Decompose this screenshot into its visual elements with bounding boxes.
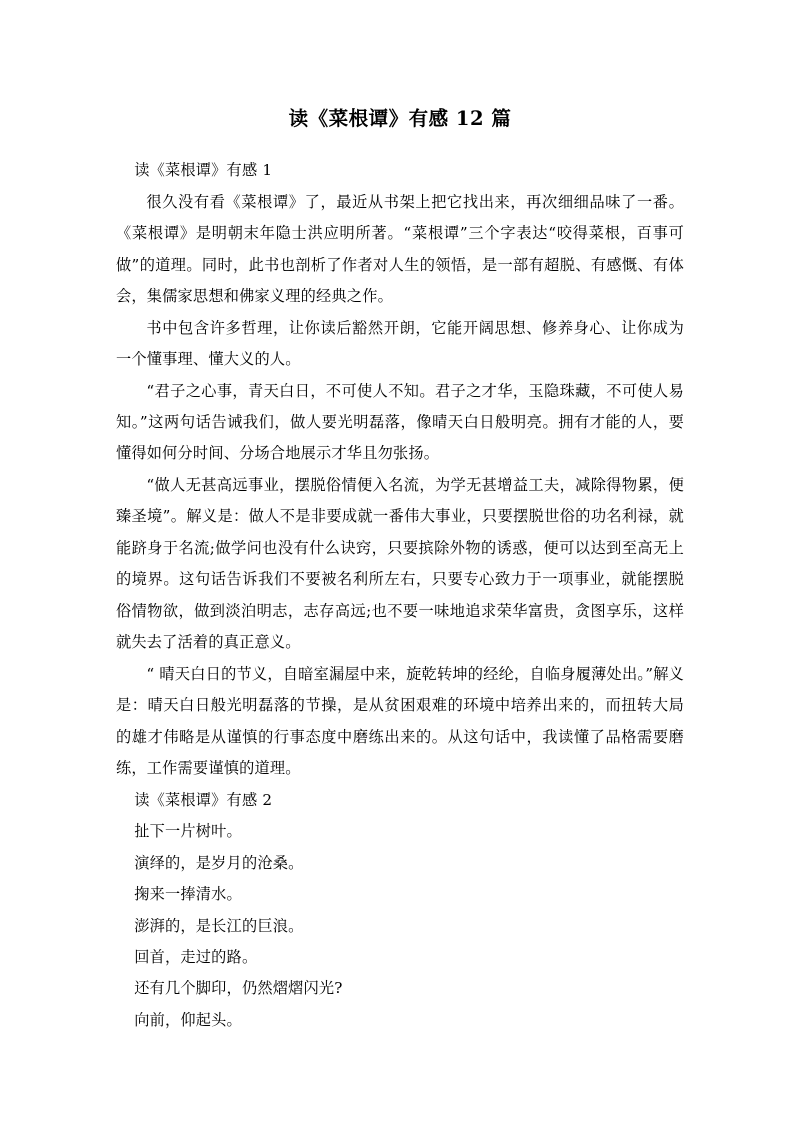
paragraph-heading-1: 读《菜根谭》有感 1 [134,161,273,180]
paragraph-1: 很久没有看《菜根谭》了，最近从书架上把它找出来，再次细细品味了一番。《菜根谭》是明朝末年隐士洪应明所著。“菜根谭”三个字表达“咬得菜根，百事可做”的道理。同时，此书也剖析了作者对人生的领悟，是一部有超脱、有感慨、有体会，集儒家思想和佛家义理的经典之作。 [116,192,684,306]
paragraph-6: 扯下一片树叶。 [134,822,242,841]
document-body [116,155,684,1036]
paragraph-9: 澎湃的，是长江的巨浪。 [134,916,304,935]
paragraph-4: “做人无甚高远事业，摆脱俗情便入名流，为学无甚增益工夫，减除得物累，便臻圣境”。解义是：做人不是非要成就一番伟大事业，只要摆脱世俗的功名利禄，就能跻身于名流;做学问也没有什么诀窍，只要摈除外物的诱惑，便可以达到至高无上的境界。这句话告诉我们不要被名利所左右，只要专心致力于一项事业，就能摆脱俗情物欲，做到淡泊明志，志存高远;也不要一味地追求荣华富贵，贪图享乐，这样就失去了活着的真正意义。 [116,475,684,652]
paragraph-2: 书中包含许多哲理，让你读后豁然开朗，它能开阔思想、修养身心、让你成为一个懂事理、懂大义的人。 [116,318,684,369]
paragraph-7: 演绎的，是岁月的沧桑。 [134,853,304,872]
paragraph-11: 还有几个脚印，仍然熠熠闪光? [134,979,343,998]
paragraph-8: 掬来一捧清水。 [134,885,242,904]
paragraph-heading-2: 读《菜根谭》有感 2 [134,790,273,809]
paragraph-12: 向前，仰起头。 [134,1010,242,1029]
paragraph-5: “ 晴天白日的节义，自暗室漏屋中来，旋乾转坤的经纶，自临身履薄处出。”解义是：晴天白日般光明磊落的节操，是从贫困艰难的环境中培养出来的，而扭转大局的雄才伟略是从谨慎的行事态度中磨练出来的。从这句话中，我读懂了品格需要磨练，工作需要谨慎的道理。 [116,664,684,778]
paragraph-10: 回首，走过的路。 [134,947,258,966]
paragraph-3: “君子之心事，青天白日，不可使人不知。君子之才华，玉隐珠藏，不可使人易知。”这两句话告诫我们，做人要光明磊落，像晴天白日般明亮。拥有才能的人，要懂得如何分时间、分场合地展示才华且勿张扬。 [116,381,684,463]
page-title: 读《菜根谭》有感 12 篇 [288,107,512,130]
